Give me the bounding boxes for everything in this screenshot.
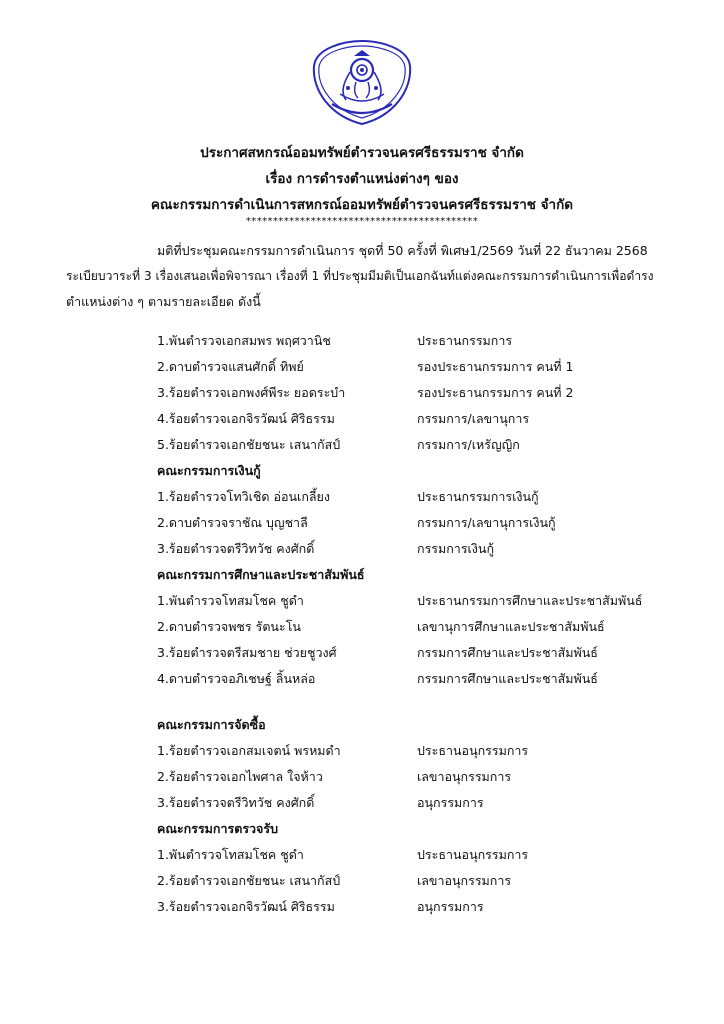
separator-line: ******************************************* — [245, 216, 479, 227]
loan-committee-heading: คณะกรรมการเงินกู้ — [157, 463, 261, 478]
member-role: อนุกรรมการ — [417, 899, 484, 914]
member-name: 3.ร้อยตำรวจเอกพงศ์พีระ ยอดระบำ — [157, 385, 346, 400]
member-name: 2.ร้อยตำรวจเอกชัยชนะ เสนากัสป์ — [157, 873, 341, 888]
member-role: กรรมการเงินกู้ — [417, 541, 495, 556]
committee-title: คณะกรรมการดำเนินการสหกรณ์ออมทรัพย์ตำรวจนครศรีธรรมราช จำกัด — [150, 197, 574, 213]
member-role: เลขาอนุกรรมการ — [417, 769, 512, 784]
announcement-title: ประกาศสหกรณ์ออมทรัพย์ตำรวจนครศรีธรรมราช จำกัด — [200, 145, 524, 161]
member-role: กรรมการศึกษาและประชาสัมพันธ์ — [417, 671, 598, 686]
member-name: 4.ร้อยตำรวจเอกจิรวัฒน์ ศิริธรรม — [157, 411, 335, 426]
member-role: รองประธานกรรมการ คนที่ 2 — [417, 385, 574, 400]
member-role: ประธานอนุกรรมการ — [417, 847, 529, 862]
member-role: กรรมการ/เลขานุการ — [417, 411, 530, 426]
police-cooperative-seal-icon — [310, 38, 414, 126]
member-name: 3.ร้อยตำรวจตรีสมชาย ช่วยชูวงศ์ — [157, 645, 337, 660]
intro-line-2: ระเบียบวาระที่ 3 เรื่องเสนอเพื่อพิจารณา เรื่องที่ 1 ที่ประชุมมีมติเป็นเอกฉันท์แต่งคณะกรรมการดำเนินการเพื่อดำรง — [66, 269, 654, 283]
member-name: 3.ร้อยตำรวจตรีวิทวัช คงศักดิ์ — [157, 795, 315, 810]
member-name: 2.ร้อยตำรวจเอกไพศาล ใจห้าว — [157, 769, 323, 784]
announcement-subject: เรื่อง การดำรงตำแหน่งต่างๆ ของ — [265, 171, 459, 187]
member-name: 1.พันตำรวจเอกสมพร พฤศวานิช — [157, 333, 331, 348]
member-name: 3.ร้อยตำรวจตรีวิทวัช คงศักดิ์ — [157, 541, 315, 556]
inspection-committee-heading: คณะกรรมการตรวจรับ — [157, 821, 279, 836]
member-role: ประธานอนุกรรมการ — [417, 743, 529, 758]
member-role: อนุกรรมการ — [417, 795, 484, 810]
member-name: 1.ร้อยตำรวจเอกสมเจตน์ พรหมดำ — [157, 743, 341, 758]
intro-line-3: ตำแหน่งต่าง ๆ ตามรายละเอียด ดังนี้ — [66, 294, 261, 309]
member-name: 2.ดาบตำรวจพชร รัตนะโน — [157, 619, 301, 634]
member-name: 1.พันตำรวจโทสมโชค ชูดำ — [157, 593, 304, 608]
member-name: 2.ดาบตำรวจแสนศักดิ์ ทิพย์ — [157, 359, 304, 374]
member-role: เลขาอนุกรรมการ — [417, 873, 512, 888]
member-role: กรรมการศึกษาและประชาสัมพันธ์ — [417, 645, 598, 660]
member-name: 3.ร้อยตำรวจเอกจิรวัฒน์ ศิริธรรม — [157, 899, 335, 914]
intro-line-1: มติที่ประชุมคณะกรรมการดำเนินการ ชุดที่ 50 ครั้งที่ พิเศษ1/2569 วันที่ 22 ธันวาคม 2568 — [157, 243, 648, 258]
member-role: กรรมการ/เลขานุการเงินกู้ — [417, 515, 556, 530]
member-role: ประธานกรรมการเงินกู้ — [417, 489, 539, 504]
member-role: ประธานกรรมการศึกษาและประชาสัมพันธ์ — [417, 593, 643, 608]
member-role: กรรมการ/เหรัญญิก — [417, 437, 520, 452]
procurement-committee-heading: คณะกรรมการจัดซื้อ — [157, 717, 266, 732]
education-committee-heading: คณะกรรมการศึกษาและประชาสัมพันธ์ — [157, 567, 365, 582]
member-role: ประธานกรรมการ — [417, 333, 513, 348]
member-name: 1.พันตำรวจโทสมโชค ชูดำ — [157, 847, 304, 862]
member-name: 5.ร้อยตำรวจเอกชัยชนะ เสนากัสป์ — [157, 437, 341, 452]
member-role: รองประธานกรรมการ คนที่ 1 — [417, 359, 574, 374]
member-name: 2.ดาบตำรวจราชัณ บุญชาลี — [157, 515, 308, 530]
member-name: 4.ดาบตำรวจอภิเชษฐ์ ลิ้นหล่อ — [157, 671, 316, 686]
member-role: เลขานุการศึกษาและประชาสัมพันธ์ — [417, 619, 605, 634]
member-name: 1.ร้อยตำรวจโทวิเชิด อ่อนเกลี้ยง — [157, 489, 330, 504]
